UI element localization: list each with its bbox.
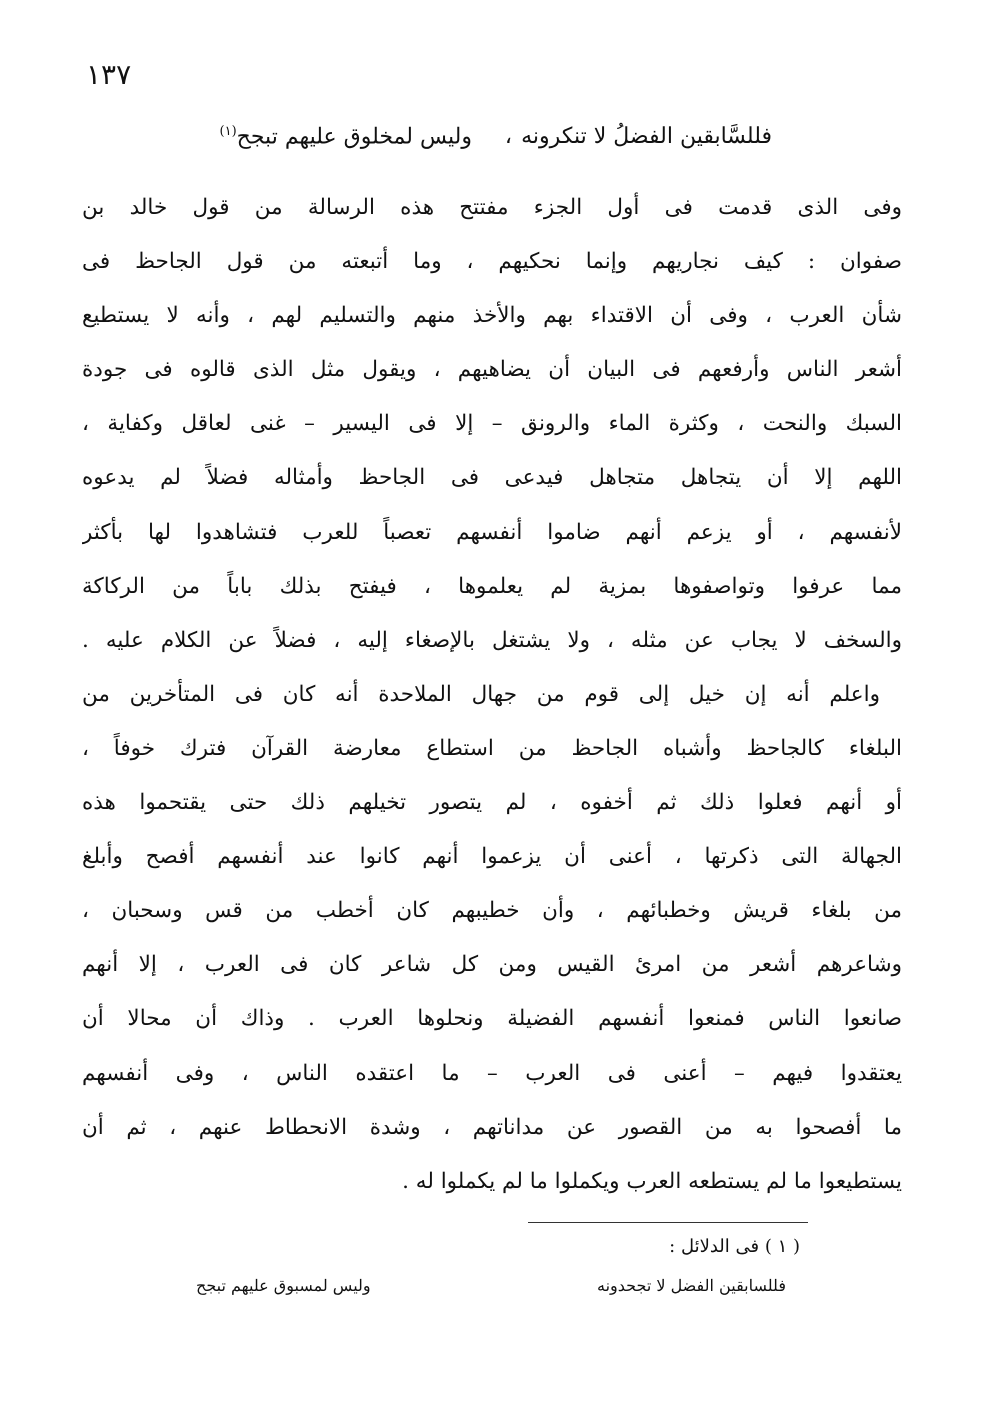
body-line: يستطيعوا ما لم يستطعه العرب ويكملوا ما لم يكملوا له . [402, 1168, 902, 1194]
body-line: والسخف لا يجاب عن مثله ، ولا يشتغل بالإصغاء إليه ، فضلاً عن الكلام عليه . [82, 627, 902, 653]
body-line: لأنفسهم ، أو يزعم أنهم ضاموا أنفسهم تعصباً للعرب فتشاهدوا لها بأكثر [82, 519, 902, 545]
footnote-title: ( ١ ) فى الدلائل : [669, 1236, 800, 1257]
body-line: ما أفصحوا به من القصور عن مداناتهم ، وشدة الانحطاط عنهم ، ثم أن [82, 1114, 902, 1140]
verse-second-hemistich: وليس لمخلوق عليهم تبجح$^{(١)}$ [219, 124, 472, 150]
footnote-marker: (١) [219, 124, 237, 139]
body-line: البلغاء كالجاحظ وأشباه الجاحظ من استطاع معارضة القرآن فترك خوفاً ، [82, 735, 902, 761]
body-line: صفوان : كيف نجاريهم وإنما نحكيهم ، وما أتبعته من قول الجاحظ فى [82, 249, 902, 275]
body-line: يعتقدوا فيهم – أعنى فى العرب – ما اعتقده الناس ، وفى أنفسهم [82, 1060, 902, 1086]
poetry-verse [90, 124, 902, 164]
body-line: اللهم إلا أن يتجاهل متجاهل فيدعى فى الجاحظ وأمثاله فضلاً لم يدعوه [82, 465, 902, 491]
body-line: مما عرفوا وتواصفوها بمزية لم يعلموها ، فيفتح بذلك باباً من الركاكة [82, 573, 902, 599]
body-line: الجهالة التى ذكرتها ، أعنى أن يزعموا أنهم كانوا عند أنفسهم أفصح وأبلغ [82, 844, 902, 870]
body-line: وفى الذى قدمت فى أول الجزء مفتتح هذه الرسالة من قول خالد بن [82, 195, 902, 220]
page-number: ١٣٧ [86, 58, 132, 91]
footnote-divider [528, 1222, 808, 1223]
body-line: من بلغاء قريش وخطبائهم ، وأن خطيبهم كان أخطب من قس وسحبان ، [82, 898, 902, 924]
verse-separator: ، [504, 124, 512, 149]
body-text [82, 188, 902, 1216]
body-line: أو أنهم فعلوا ذلك ثم أخفوه ، لم يتصور تخيلهم ذلك حتى يقتحموا هذه [82, 790, 902, 816]
verse-first-hemistich: فللسَّابقين الفضلُ لا تنكرونه [521, 124, 772, 149]
body-line: أشعر الناس وأرفعهم فى البيان أن يضاهيهم ، ويقول مثل الذى قالوه فى جودة [82, 357, 902, 383]
body-line: شأن العرب ، وفى أن الاقتداء بهم والأخذ منهم والتسليم لهم ، وأنه لا يستطيع [82, 303, 902, 329]
body-line: صانعوا الناس فمنعوا أنفسهم الفضيلة ونحلوها العرب . وذاك أن محالا أن [82, 1006, 902, 1032]
body-line: واعلم أنه إن خيل إلى قوم من جهال الملاحدة أنه كان فى المتأخرين من [82, 681, 880, 707]
body-line: وشاعرهم أشعر من امرئ القيس ومن كل شاعر كان فى العرب ، إلا أنهم [82, 952, 902, 978]
footnote-second-hemistich: وليس لمسبوق عليهم تبجح [196, 1276, 371, 1295]
footnote-first-hemistich: فللسابقين الفضل لا تجحدونه [597, 1276, 786, 1295]
body-line: السبك والنحت ، وكثرة الماء والرونق – إلا فى اليسير – غنى لعاقل وكفاية ، [82, 411, 902, 437]
